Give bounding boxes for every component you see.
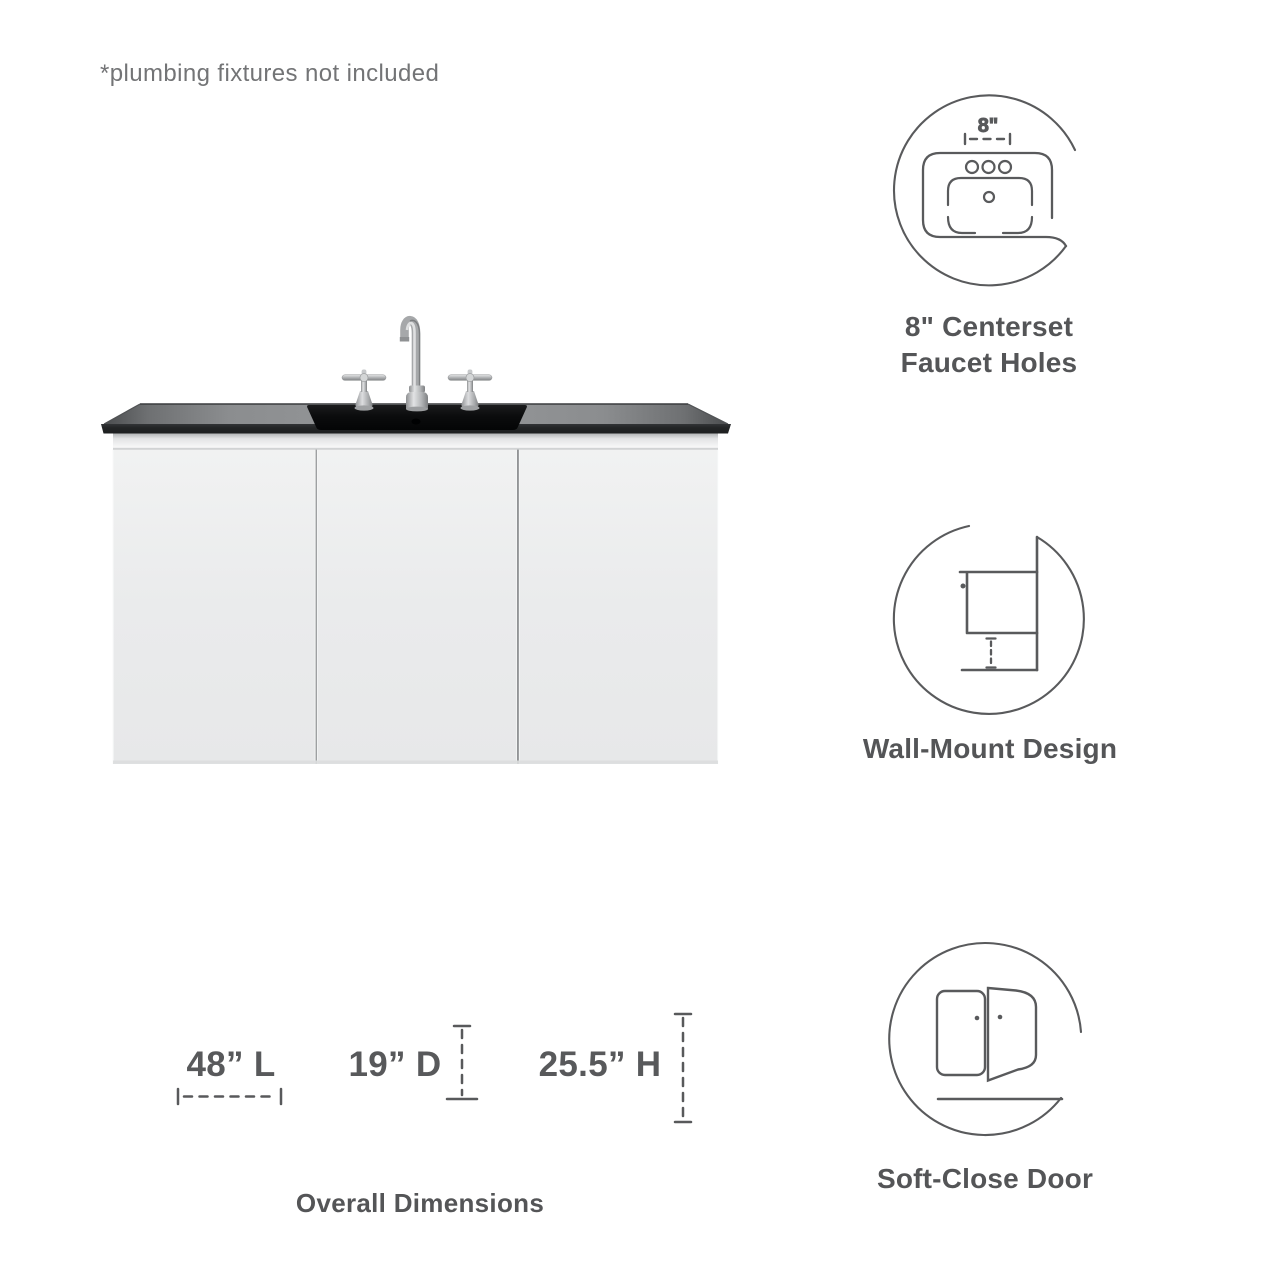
door-handle-dot-right	[998, 1015, 1003, 1020]
cabinet-door-middle	[317, 450, 517, 764]
cabinet-doors	[113, 448, 718, 764]
faucet	[342, 320, 492, 411]
feature-label-wall-mount	[863, 731, 1117, 767]
dimension-height: 25.5” H	[538, 1045, 662, 1084]
faucet-hole-left	[966, 161, 978, 173]
basin-corner-left	[948, 217, 975, 233]
feature-label-soft-close	[877, 1161, 1093, 1197]
faucet-hole-right	[999, 161, 1011, 173]
centerset-measurement-text: 8"	[977, 115, 999, 137]
faucet-spout	[400, 320, 428, 411]
cabinet-recess	[113, 433, 718, 450]
feature-label-centerset	[901, 309, 1078, 381]
feature-label-soft-close-line1: Soft-Close Door	[876, 1163, 1094, 1194]
overflow-hole	[412, 419, 421, 425]
open-door	[988, 988, 1036, 1081]
door-handle-dot-left	[975, 1016, 980, 1021]
feature-label-centerset-line2: Faucet Holes	[900, 347, 1078, 378]
drain-hole	[984, 192, 994, 202]
feature-label-wall-mount-line1: Wall-Mount Design	[862, 733, 1118, 764]
soft-close-door-icon	[880, 935, 1090, 1145]
faucet-hole-center	[983, 161, 995, 173]
plumbing-disclaimer-note: *plumbing fixtures not included	[100, 60, 440, 87]
door-handle-dot	[961, 584, 966, 589]
cabinet-door-right	[519, 450, 718, 764]
dimensions-caption: Overall Dimensions	[295, 1188, 545, 1218]
dimension-depth: 19” D	[348, 1045, 442, 1084]
cabinet-outline	[960, 572, 1037, 633]
closed-door	[937, 991, 985, 1075]
vanity-product-image	[90, 300, 770, 780]
feature-circle	[894, 526, 1084, 714]
wall-mount-icon	[885, 515, 1095, 725]
dimension-length: 48” L	[186, 1045, 276, 1084]
feature-label-centerset-line1: 8" Centerset	[904, 311, 1074, 342]
cabinet-door-left	[113, 450, 315, 764]
sink-centerset-icon	[880, 85, 1095, 300]
basin-corner-right	[1003, 217, 1032, 233]
dimension-lines	[150, 1000, 750, 1140]
